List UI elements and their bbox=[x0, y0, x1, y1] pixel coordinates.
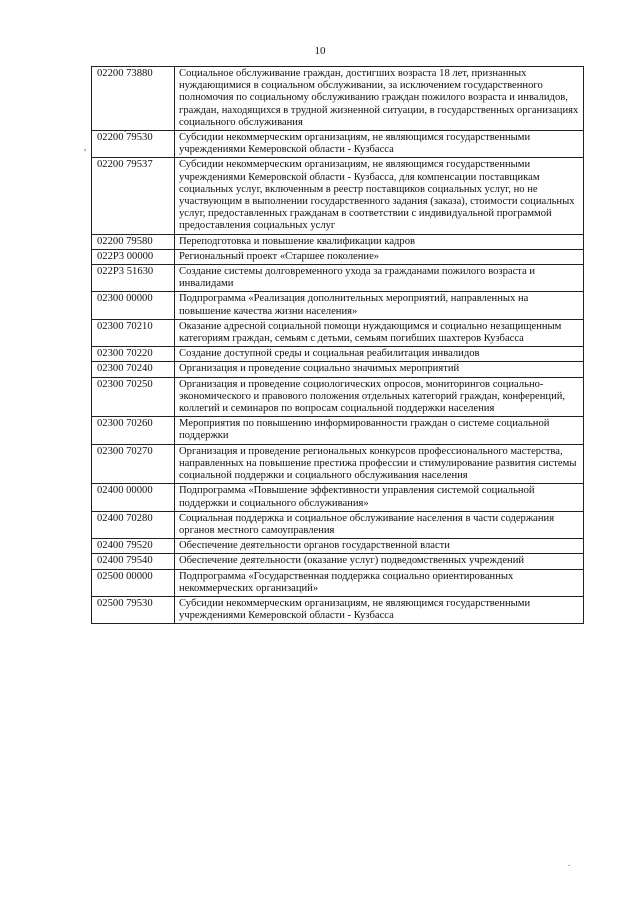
description-cell: Организация и проведение региональных конкурсов профессионального мастерства, направленных на повышение престижа профессии и стимулирование развития системы социальной поддержки и социального обслуживания населения bbox=[175, 444, 584, 484]
code-cell: 02200 79530 bbox=[92, 131, 175, 158]
table-row bbox=[92, 362, 584, 377]
stray-mark: . bbox=[568, 858, 571, 868]
code-cell: 02300 70270 bbox=[92, 444, 175, 484]
description-cell: Региональный проект «Старшее поколение» bbox=[175, 249, 584, 264]
code-cell: 02300 70260 bbox=[92, 417, 175, 444]
table-row bbox=[92, 319, 584, 346]
description-cell: Подпрограмма «Реализация дополнительных мероприятий, направленных на повышение качества жизни населения» bbox=[175, 292, 584, 319]
table-row bbox=[92, 249, 584, 264]
page-number: 10 bbox=[314, 45, 326, 57]
description-cell: Обеспечение деятельности (оказание услуг) подведомственных учреждений bbox=[175, 554, 584, 569]
description-cell: Субсидии некоммерческим организациям, не являющимся государственными учреждениями Кемеровской области - Кузбасса bbox=[175, 131, 584, 158]
description-cell: Обеспечение деятельности органов государственной власти bbox=[175, 539, 584, 554]
table-row bbox=[92, 234, 584, 249]
code-cell: 022P3 00000 bbox=[92, 249, 175, 264]
table-row bbox=[92, 67, 584, 131]
code-cell: 02500 00000 bbox=[92, 569, 175, 596]
table-row bbox=[92, 596, 584, 623]
code-cell: 02300 70240 bbox=[92, 362, 175, 377]
description-cell: Социальная поддержка и социальное обслуживание населения в части содержания органов местного самоуправления bbox=[175, 511, 584, 538]
description-cell: Оказание адресной социальной помощи нуждающимся и социально незащищенным категориям граждан, семьям с детьми, семьям погибших шахтеров Кузбасса bbox=[175, 319, 584, 346]
code-cell: 02500 79530 bbox=[92, 596, 175, 623]
description-cell: Социальное обслуживание граждан, достигших возраста 18 лет, признанных нуждающимися в социальном обслуживании, за исключением государственного полномочия по социальному обслуживанию граждан пожилого возраста и инвалидов, граждан, находящихся в трудной жизненной ситуации, в государственных организациях социального обслуживания bbox=[175, 67, 584, 131]
table-row bbox=[92, 292, 584, 319]
code-cell: 02300 70250 bbox=[92, 377, 175, 417]
budget-code-table-wrapper bbox=[91, 66, 584, 624]
code-cell: 02300 70220 bbox=[92, 347, 175, 362]
description-cell: Организация и проведение социально значимых мероприятий bbox=[175, 362, 584, 377]
table-row bbox=[92, 554, 584, 569]
stray-mark: . bbox=[124, 124, 127, 134]
code-cell: 02400 79520 bbox=[92, 539, 175, 554]
table-row bbox=[92, 158, 584, 234]
description-cell: Подпрограмма «Государственная поддержка социально ориентированных некоммерческих организаций» bbox=[175, 569, 584, 596]
table-row bbox=[92, 569, 584, 596]
table-body bbox=[92, 67, 584, 624]
table-row bbox=[92, 511, 584, 538]
description-cell: Подпрограмма «Повышение эффективности управления системой социальной поддержки и социального обслуживания» bbox=[175, 484, 584, 511]
description-cell: Субсидии некоммерческим организациям, не являющимся государственными учреждениями Кемеровской области - Кузбасса, для компенсации поставщикам социальных услуг, включенным в реестр поставщиков социальных услуг, но не участвующим в выполнении государственного задания (заказа), стоимости социальных услуг, предоставленных гражданам в соответствии с индивидуальной программой предоставления социальных услуг bbox=[175, 158, 584, 234]
table-row bbox=[92, 347, 584, 362]
description-cell: Мероприятия по повышению информированности граждан о системе социальной поддержки bbox=[175, 417, 584, 444]
table-row bbox=[92, 131, 584, 158]
table-row bbox=[92, 539, 584, 554]
code-cell: 02400 00000 bbox=[92, 484, 175, 511]
code-cell: 02400 70280 bbox=[92, 511, 175, 538]
description-cell: Создание доступной среды и социальная реабилитация инвалидов bbox=[175, 347, 584, 362]
code-cell: 02200 73880 bbox=[92, 67, 175, 131]
code-cell: 02300 00000 bbox=[92, 292, 175, 319]
table-row bbox=[92, 484, 584, 511]
description-cell: Организация и проведение социологических опросов, мониторингов социально-экономического и правового положения отдельных категорий граждан, конференций, коллегий и семинаров по вопросам социальной поддержки населения bbox=[175, 377, 584, 417]
code-cell: 02200 79537 bbox=[92, 158, 175, 234]
table-row bbox=[92, 265, 584, 292]
code-cell: 022P3 51630 bbox=[92, 265, 175, 292]
description-cell: Субсидии некоммерческим организациям, не являющимся государственными учреждениями Кемеровской области - Кузбасса bbox=[175, 596, 584, 623]
description-cell: Переподготовка и повышение квалификации кадров bbox=[175, 234, 584, 249]
table-row bbox=[92, 377, 584, 417]
table-row bbox=[92, 444, 584, 484]
table-row bbox=[92, 417, 584, 444]
description-cell: Создание системы долговременного ухода за гражданами пожилого возраста и инвалидами bbox=[175, 265, 584, 292]
code-cell: 02300 70210 bbox=[92, 319, 175, 346]
code-cell: 02400 79540 bbox=[92, 554, 175, 569]
budget-code-table bbox=[91, 66, 584, 624]
stray-mark: , bbox=[84, 142, 87, 152]
code-cell: 02200 79580 bbox=[92, 234, 175, 249]
